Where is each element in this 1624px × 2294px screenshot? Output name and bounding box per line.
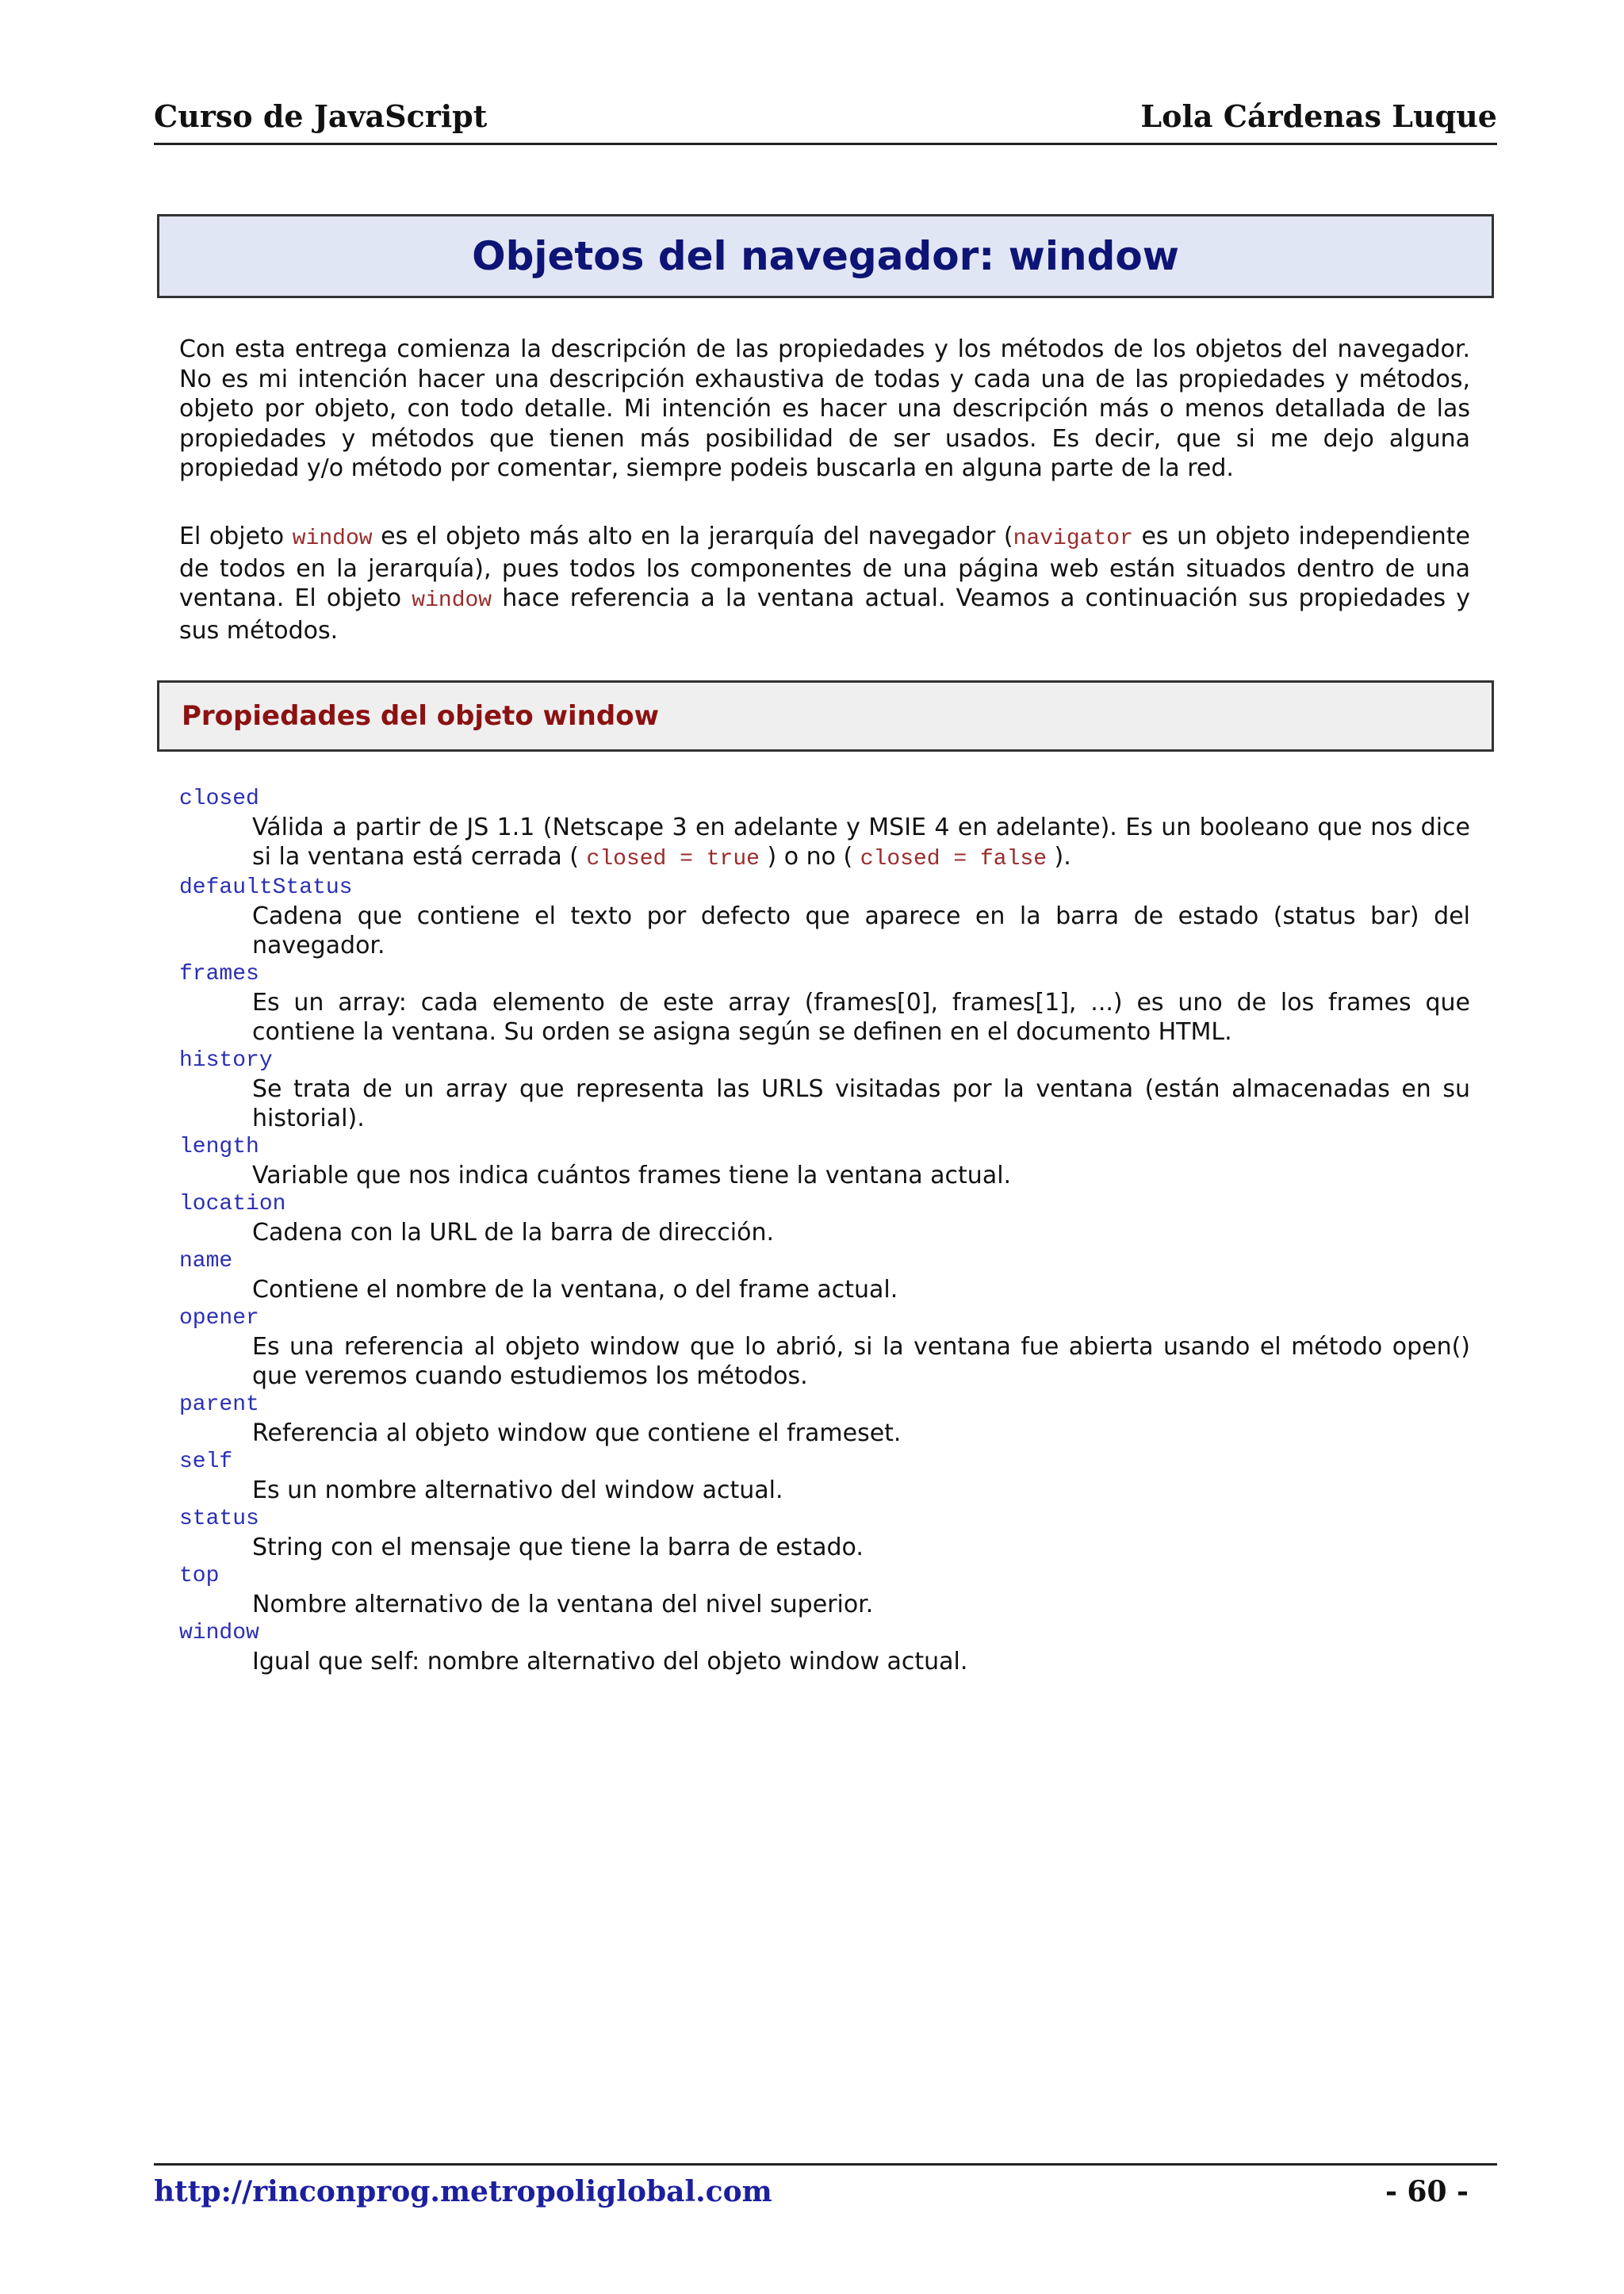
intro-text: hace referencia a la ventana actual. Veamos a continuación sus propiedades y sus métodos. (179, 584, 1470, 645)
property-name: name (179, 1249, 233, 1273)
property-description: Contiene el nombre de la ventana, o del frame actual. (252, 1276, 898, 1304)
property-name: top (179, 1564, 220, 1588)
property-description: String con el mensaje que tiene la barra de estado. (252, 1534, 864, 1561)
intro-text: es un objeto independiente de todos en la jerarquía), pues todos los componentes de una página web están situados dentro de una ventana. El objeto (179, 523, 1470, 612)
page-header (154, 95, 1497, 145)
desc-text: Válida a partir de JS 1.1 (Netscape 3 en adelante y MSIE 4 en adelante). Es un booleano que nos dice si la ventana está cerrada ( (252, 814, 1470, 871)
course-title: Curso de JavaScript (154, 98, 488, 134)
property-name: window (179, 1621, 259, 1645)
code-navigator: navigator (1013, 527, 1133, 551)
chapter-title-box (157, 214, 1494, 298)
code-closed-true: closed = true (586, 847, 760, 871)
property-list (179, 785, 1470, 1676)
desc-text: ). (1047, 843, 1071, 871)
property-description: Referencia al objeto window que contiene el frameset. (252, 1419, 902, 1447)
property-name: frames (179, 962, 259, 986)
property-name: closed (179, 787, 259, 811)
intro-paragraph-1: Con esta entrega comienza la descripción de las propiedades y los métodos de los objetos del navegador. No es mi intención hacer una descripción exhaustiva de todas y cada una de las propiedades y métodos, objeto por objeto, con todo detalle. Mi intención es hacer una descripción más o menos detallada de las propiedades y métodos que tienen más posibilidad de ser usados. Es decir, que si me dejo alguna propiedad y/o método por comentar, siempre podeis buscarla en alguna parte de la red. (179, 335, 1470, 482)
chapter-title: Objetos del navegador: window (472, 233, 1179, 279)
property-name: length (179, 1135, 259, 1159)
property-description: Variable que nos indica cuántos frames tiene la ventana actual. (252, 1162, 1012, 1189)
property-name: opener (179, 1306, 259, 1331)
code-window: window (412, 588, 492, 613)
property-description (252, 813, 1470, 874)
property-name: history (179, 1048, 273, 1073)
property-description: Cadena con la URL de la barra de dirección. (252, 1219, 775, 1247)
property-description: Cadena que contiene el texto por defecto que aparece en la barra de estado (status bar) del navegador. (252, 902, 1470, 959)
desc-text: ) o no ( (759, 843, 860, 871)
intro-paragraph-2 (179, 522, 1470, 645)
intro-text: El objeto (179, 523, 293, 550)
property-name: defaultStatus (179, 875, 353, 900)
section-title: Propiedades del objeto window (182, 700, 659, 732)
property-description: Es una referencia al objeto window que lo abrió, si la ventana fue abierta usando el método open() que veremos cuando estudiemos los métodos. (252, 1333, 1470, 1390)
author-name: Lola Cárdenas Luque (1140, 98, 1497, 134)
property-description: Igual que self: nombre alternativo del objeto window actual. (252, 1648, 968, 1676)
code-closed-false: closed = false (860, 847, 1048, 871)
section-header-box (157, 680, 1494, 752)
site-url-link[interactable]: http://rinconprog.metropoliglobal.com (154, 2175, 772, 2208)
property-description: Es un nombre alternativo del window actual. (252, 1476, 783, 1504)
property-name: self (179, 1450, 233, 1474)
code-window: window (292, 527, 373, 551)
property-name: parent (179, 1392, 259, 1417)
property-description: Es un array: cada elemento de este array (frames[0], frames[1], ...) es uno de los frames que contiene la ventana. Su orden se asigna según se definen en el documento HTML. (252, 989, 1470, 1046)
property-description: Nombre alternativo de la ventana del nivel superior. (252, 1591, 874, 1618)
property-name: status (179, 1507, 259, 1531)
page-number: - 60 - (1385, 2175, 1469, 2208)
page-footer (154, 2163, 1497, 2221)
intro-text: es el objeto más alto en la jerarquía del navegador ( (372, 523, 1013, 550)
property-description: Se trata de un array que representa las URLS visitadas por la ventana (están almacenadas en su historial). (252, 1075, 1470, 1132)
property-name: location (179, 1192, 286, 1216)
